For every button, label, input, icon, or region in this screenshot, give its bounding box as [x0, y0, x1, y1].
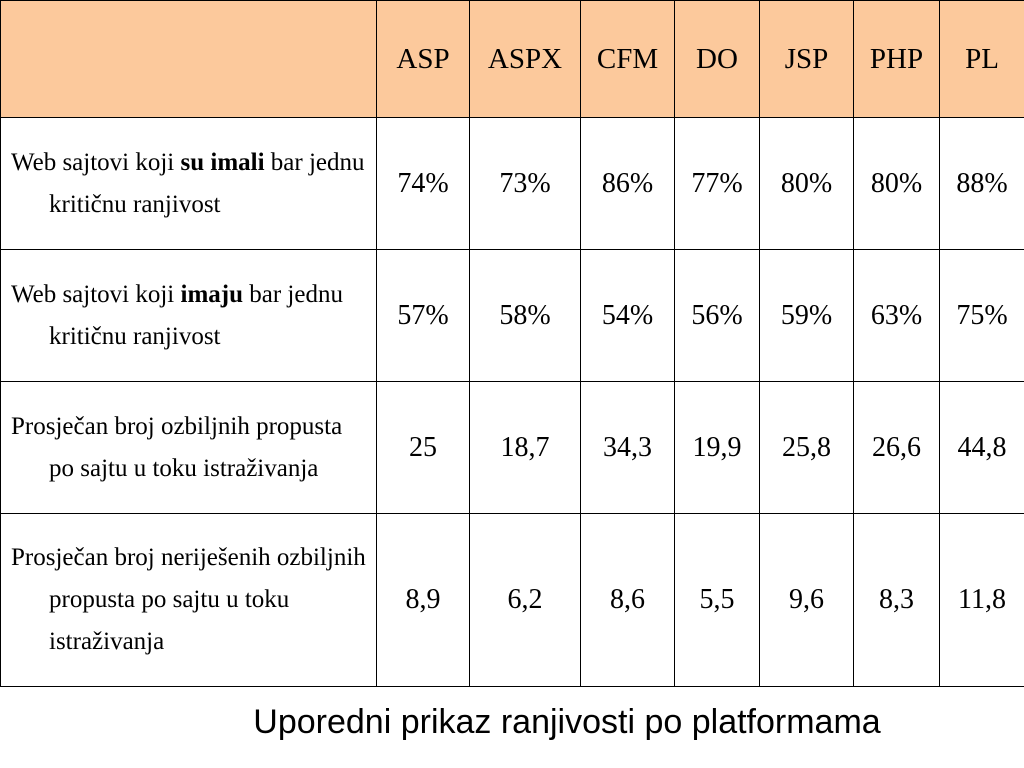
- table-cell: 54%: [581, 250, 675, 382]
- column-header-php: PHP: [854, 1, 940, 118]
- row-label: [1, 118, 377, 250]
- table-cell: 73%: [470, 118, 581, 250]
- column-header-do: DO: [675, 1, 760, 118]
- table-caption: Uporedni prikaz ranjivosti po platformama: [253, 703, 881, 741]
- table-cell: 25,8: [760, 382, 854, 514]
- table-cell: 57%: [377, 250, 470, 382]
- row-label: [1, 250, 377, 382]
- column-header-pl: PL: [940, 1, 1024, 118]
- table-cell: 86%: [581, 118, 675, 250]
- row-label-prefix: Web sajtovi koji: [11, 280, 181, 308]
- row-label: [1, 382, 377, 514]
- row-label: [1, 514, 377, 687]
- table-cell: 80%: [854, 118, 940, 250]
- table-cell: 6,2: [470, 514, 581, 687]
- header-row: [1, 1, 1024, 118]
- table-cell: 11,8: [940, 514, 1024, 687]
- table-cell: 5,5: [675, 514, 760, 687]
- table-row: [1, 118, 1024, 250]
- table-cell: 18,7: [470, 382, 581, 514]
- column-header-aspx: ASPX: [470, 1, 581, 118]
- table-cell: 8,9: [377, 514, 470, 687]
- table-cell: 44,8: [940, 382, 1024, 514]
- table-cell: 19,9: [675, 382, 760, 514]
- column-header-cfm: CFM: [581, 1, 675, 118]
- table-cell: 8,6: [581, 514, 675, 687]
- table-row: [1, 382, 1024, 514]
- row-label-prefix: Web sajtovi koji: [11, 148, 181, 176]
- table-cell: 75%: [940, 250, 1024, 382]
- column-header-jsp: JSP: [760, 1, 854, 118]
- row-label-prefix: Prosječan broj neriješenih ozbiljnih propusta po sajtu u toku istraživanja: [11, 544, 366, 655]
- table-cell: 88%: [940, 118, 1024, 250]
- table-cell: 58%: [470, 250, 581, 382]
- column-header-asp: ASP: [377, 1, 470, 118]
- table-cell: 8,3: [854, 514, 940, 687]
- table-cell: 9,6: [760, 514, 854, 687]
- table-cell: 34,3: [581, 382, 675, 514]
- table-row: [1, 514, 1024, 687]
- row-label-suffix: bar jednu kritičnu ranjivost: [49, 148, 365, 218]
- table-row: [1, 250, 1024, 382]
- row-label-bold: su imali: [180, 148, 265, 176]
- table-cell: 63%: [854, 250, 940, 382]
- table-cell: 74%: [377, 118, 470, 250]
- row-label-suffix: bar jednu kritičnu ranjivost: [49, 280, 343, 350]
- row-label-bold: imaju: [180, 280, 243, 308]
- corner-cell: [1, 1, 377, 118]
- table-cell: 77%: [675, 118, 760, 250]
- table-cell: 59%: [760, 250, 854, 382]
- table-cell: 25: [377, 382, 470, 514]
- table-cell: 26,6: [854, 382, 940, 514]
- table-cell: 56%: [675, 250, 760, 382]
- table-cell: 80%: [760, 118, 854, 250]
- row-label-prefix: Prosječan broj ozbiljnih propusta po sajtu u toku istraživanja: [11, 412, 343, 482]
